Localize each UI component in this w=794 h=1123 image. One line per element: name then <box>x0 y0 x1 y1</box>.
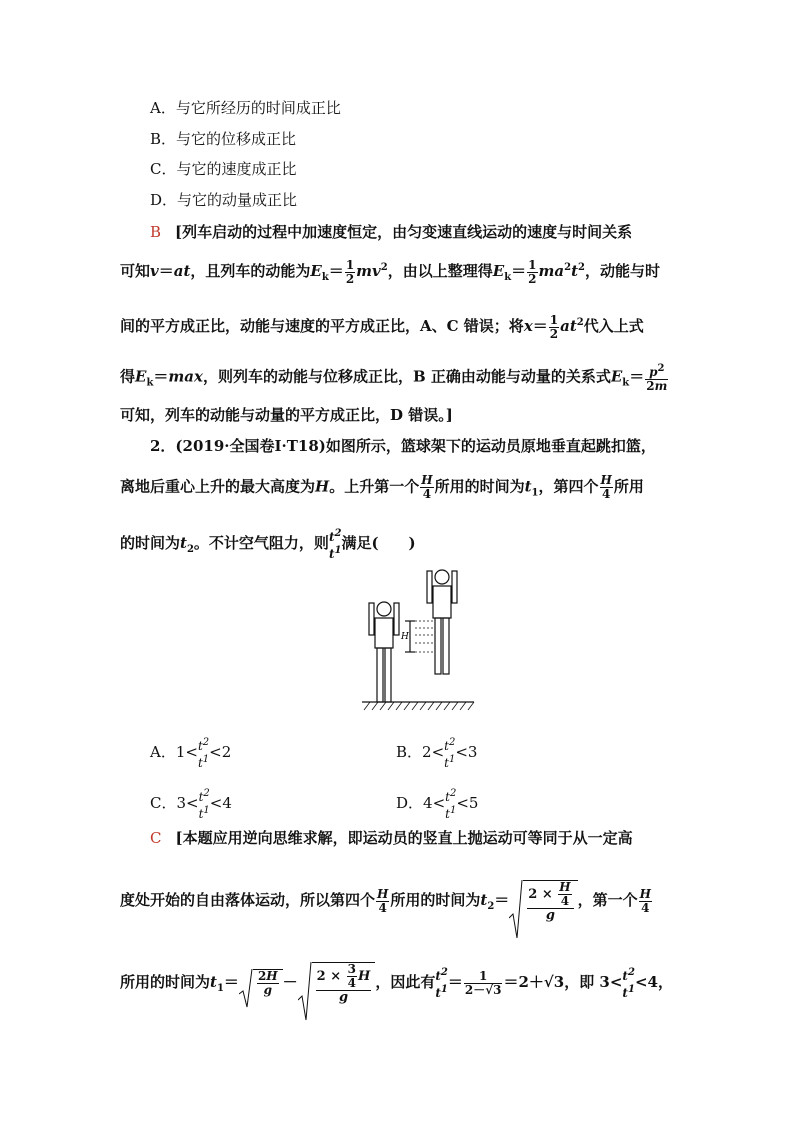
q2-option-c: C．3< $t^2$ $t^1$ <4 <box>150 788 232 821</box>
answer1-line2: 可知v＝at，且列车的动能为$E_k=$ $\frac{1}{2}$ $mv^2$，由以上整理得$E_k=$ $\frac{1}{2}$ $ma^2t^2$，动能与时 <box>120 257 660 286</box>
option-d: D．与它的动量成正比 <box>150 191 298 209</box>
basketball-figure <box>358 565 478 715</box>
q2-option-a: A．1< $t^2$ $t^1$ <2 <box>150 737 232 770</box>
answer1-line3: 间的平方成正比，动能与速度的平方成正比，A、C 错误；将x＝ $\frac{1}{2}$ $at^2$代入上式 <box>120 312 644 341</box>
figure-h-label: H <box>401 632 409 642</box>
answer1-line5: 可知，列车的动能与动量的平方成正比，D 错误。] <box>120 406 453 424</box>
question2-line1: 2．(2019·全国卷Ⅰ·T18)如图所示，篮球架下的运动员原地垂直起跳扣篮， <box>150 437 656 455</box>
answer2-line3: 所用的时间为$t_1=$ $\frac{2H}{g}$ － 2 × $\frac{3}{4}$ H g ，因此有 $t^2$ $t^1$ ＝ $\frac{1}{2-√3}$ ＝2＋√3，即 3< $t^2$ $t^1$ <4， <box>120 962 673 1004</box>
q2-option-d: D．4< $t^2$ $t^1$ <5 <box>396 788 479 821</box>
option-c: C．与它的速度成正比 <box>150 160 297 178</box>
option-a: A．与它所经历的时间成正比 <box>150 99 341 117</box>
question2-line3: 的时间为$t_2$。不计空气阻力，则 $t^2$ $t^1$ 满足( ) <box>120 528 416 561</box>
answer1-line1: B [列车启动的过程中加速度恒定，由匀变速直线运动的速度与时间关系 <box>150 223 633 241</box>
question2-line2: 离地后重心上升的最大高度为H。上升第一个 $\frac{H}{4}$ 所用的时间为$t_1$，第四个 $\frac{H}{4}$ 所用 <box>120 473 644 501</box>
answer2-line2: 度处开始的自由落体运动，所以第四个 $\frac{H}{4}$ 所用的时间为$t_2=$ 2 × $\frac{H}{4}$ g ，第一个 $\frac{H}{4}$ <box>120 880 653 922</box>
option-b: B．与它的位移成正比 <box>150 130 297 148</box>
answer1-line4: 得$E_k=\max$，则列车的动能与位移成正比，B 正确由动能与动量的关系式$E_k=$ $\frac{p^2}{2m}$ <box>120 363 668 393</box>
answer2-line1: C [本题应用逆向思维求解，即运动员的竖直上抛运动可等同于从一定高 <box>150 829 633 847</box>
answer2-letter: C <box>150 829 162 847</box>
q2-option-b: B．2< $t^2$ $t^1$ <3 <box>396 737 478 770</box>
answer1-letter: B <box>150 223 162 241</box>
